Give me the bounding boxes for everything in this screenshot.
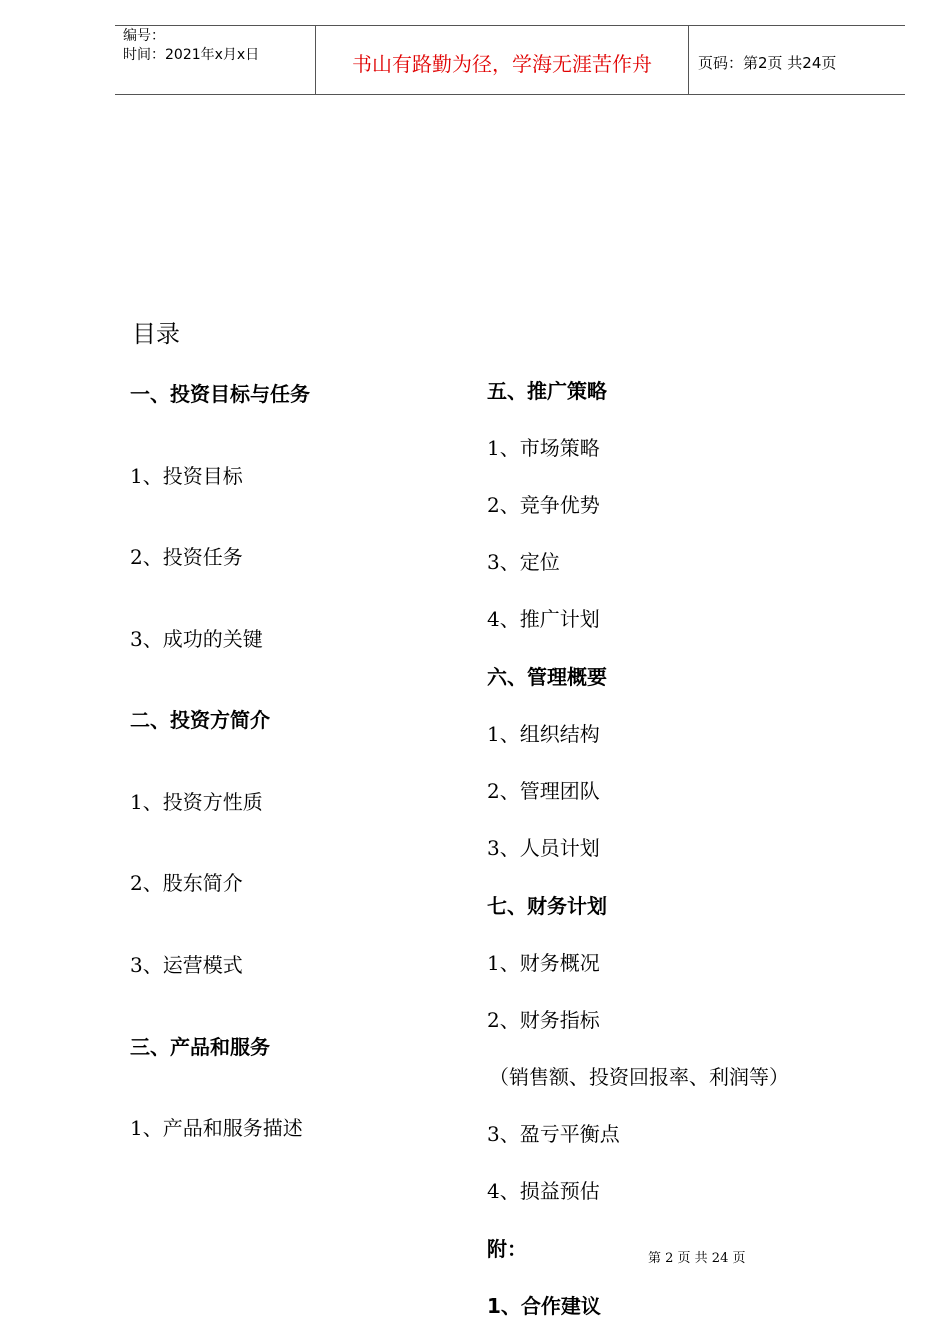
header-left-cell: [115, 26, 316, 94]
toc-title: 目录: [132, 320, 180, 348]
toc-section-heading: 五、推广策略: [487, 379, 607, 403]
toc-section-heading: 一、投资目标与任务: [130, 382, 310, 406]
header-motto-cell: [316, 26, 689, 94]
footer-page-number: 第 2 页 共 24 页: [648, 1251, 746, 1266]
toc-entry: 4、推广计划: [487, 607, 600, 631]
toc-section-heading: 1、合作建议: [487, 1294, 601, 1318]
toc-entry: 1、产品和服务描述: [130, 1116, 303, 1140]
toc-entry: 2、竞争优势: [487, 493, 600, 517]
toc-entry: 2、投资任务: [130, 545, 243, 569]
toc-entry: （销售额、投资回报率、利润等）: [489, 1065, 789, 1089]
header-page-code: 页码：第2页 共24页: [698, 54, 837, 72]
toc-section-heading: 三、产品和服务: [130, 1035, 270, 1059]
toc-entry: 3、定位: [487, 550, 560, 574]
toc-section-heading: 二、投资方简介: [130, 708, 270, 732]
toc-entry: 1、投资方性质: [130, 790, 263, 814]
toc-entry: 1、财务概况: [487, 951, 600, 975]
header-motto: 书山有路勤为径，学海无涯苦作舟: [352, 52, 652, 76]
toc-entry: 1、市场策略: [487, 436, 600, 460]
toc-section-heading: 六、管理概要: [487, 665, 607, 689]
toc-entry: 1、投资目标: [130, 464, 243, 488]
toc-section-heading: 七、财务计划: [487, 894, 607, 918]
toc-entry: 2、财务指标: [487, 1008, 600, 1032]
document-number-label: 编号：: [123, 28, 165, 44]
toc-entry: 1、组织结构: [487, 722, 600, 746]
toc-entry: 4、损益预估: [487, 1179, 600, 1203]
toc-entry: 3、人员计划: [487, 836, 600, 860]
toc-section-heading: 附：: [487, 1237, 527, 1261]
header-page-cell: [689, 26, 905, 94]
toc-entry: 3、运营模式: [130, 953, 243, 977]
toc-entry: 3、盈亏平衡点: [487, 1122, 620, 1146]
toc-entry: 2、管理团队: [487, 779, 600, 803]
page-header: [115, 25, 905, 95]
toc-entry: 2、股东简介: [130, 871, 243, 895]
document-time-label: 时间：2021年x月x日: [123, 47, 260, 63]
toc-entry: 3、成功的关键: [130, 627, 263, 651]
